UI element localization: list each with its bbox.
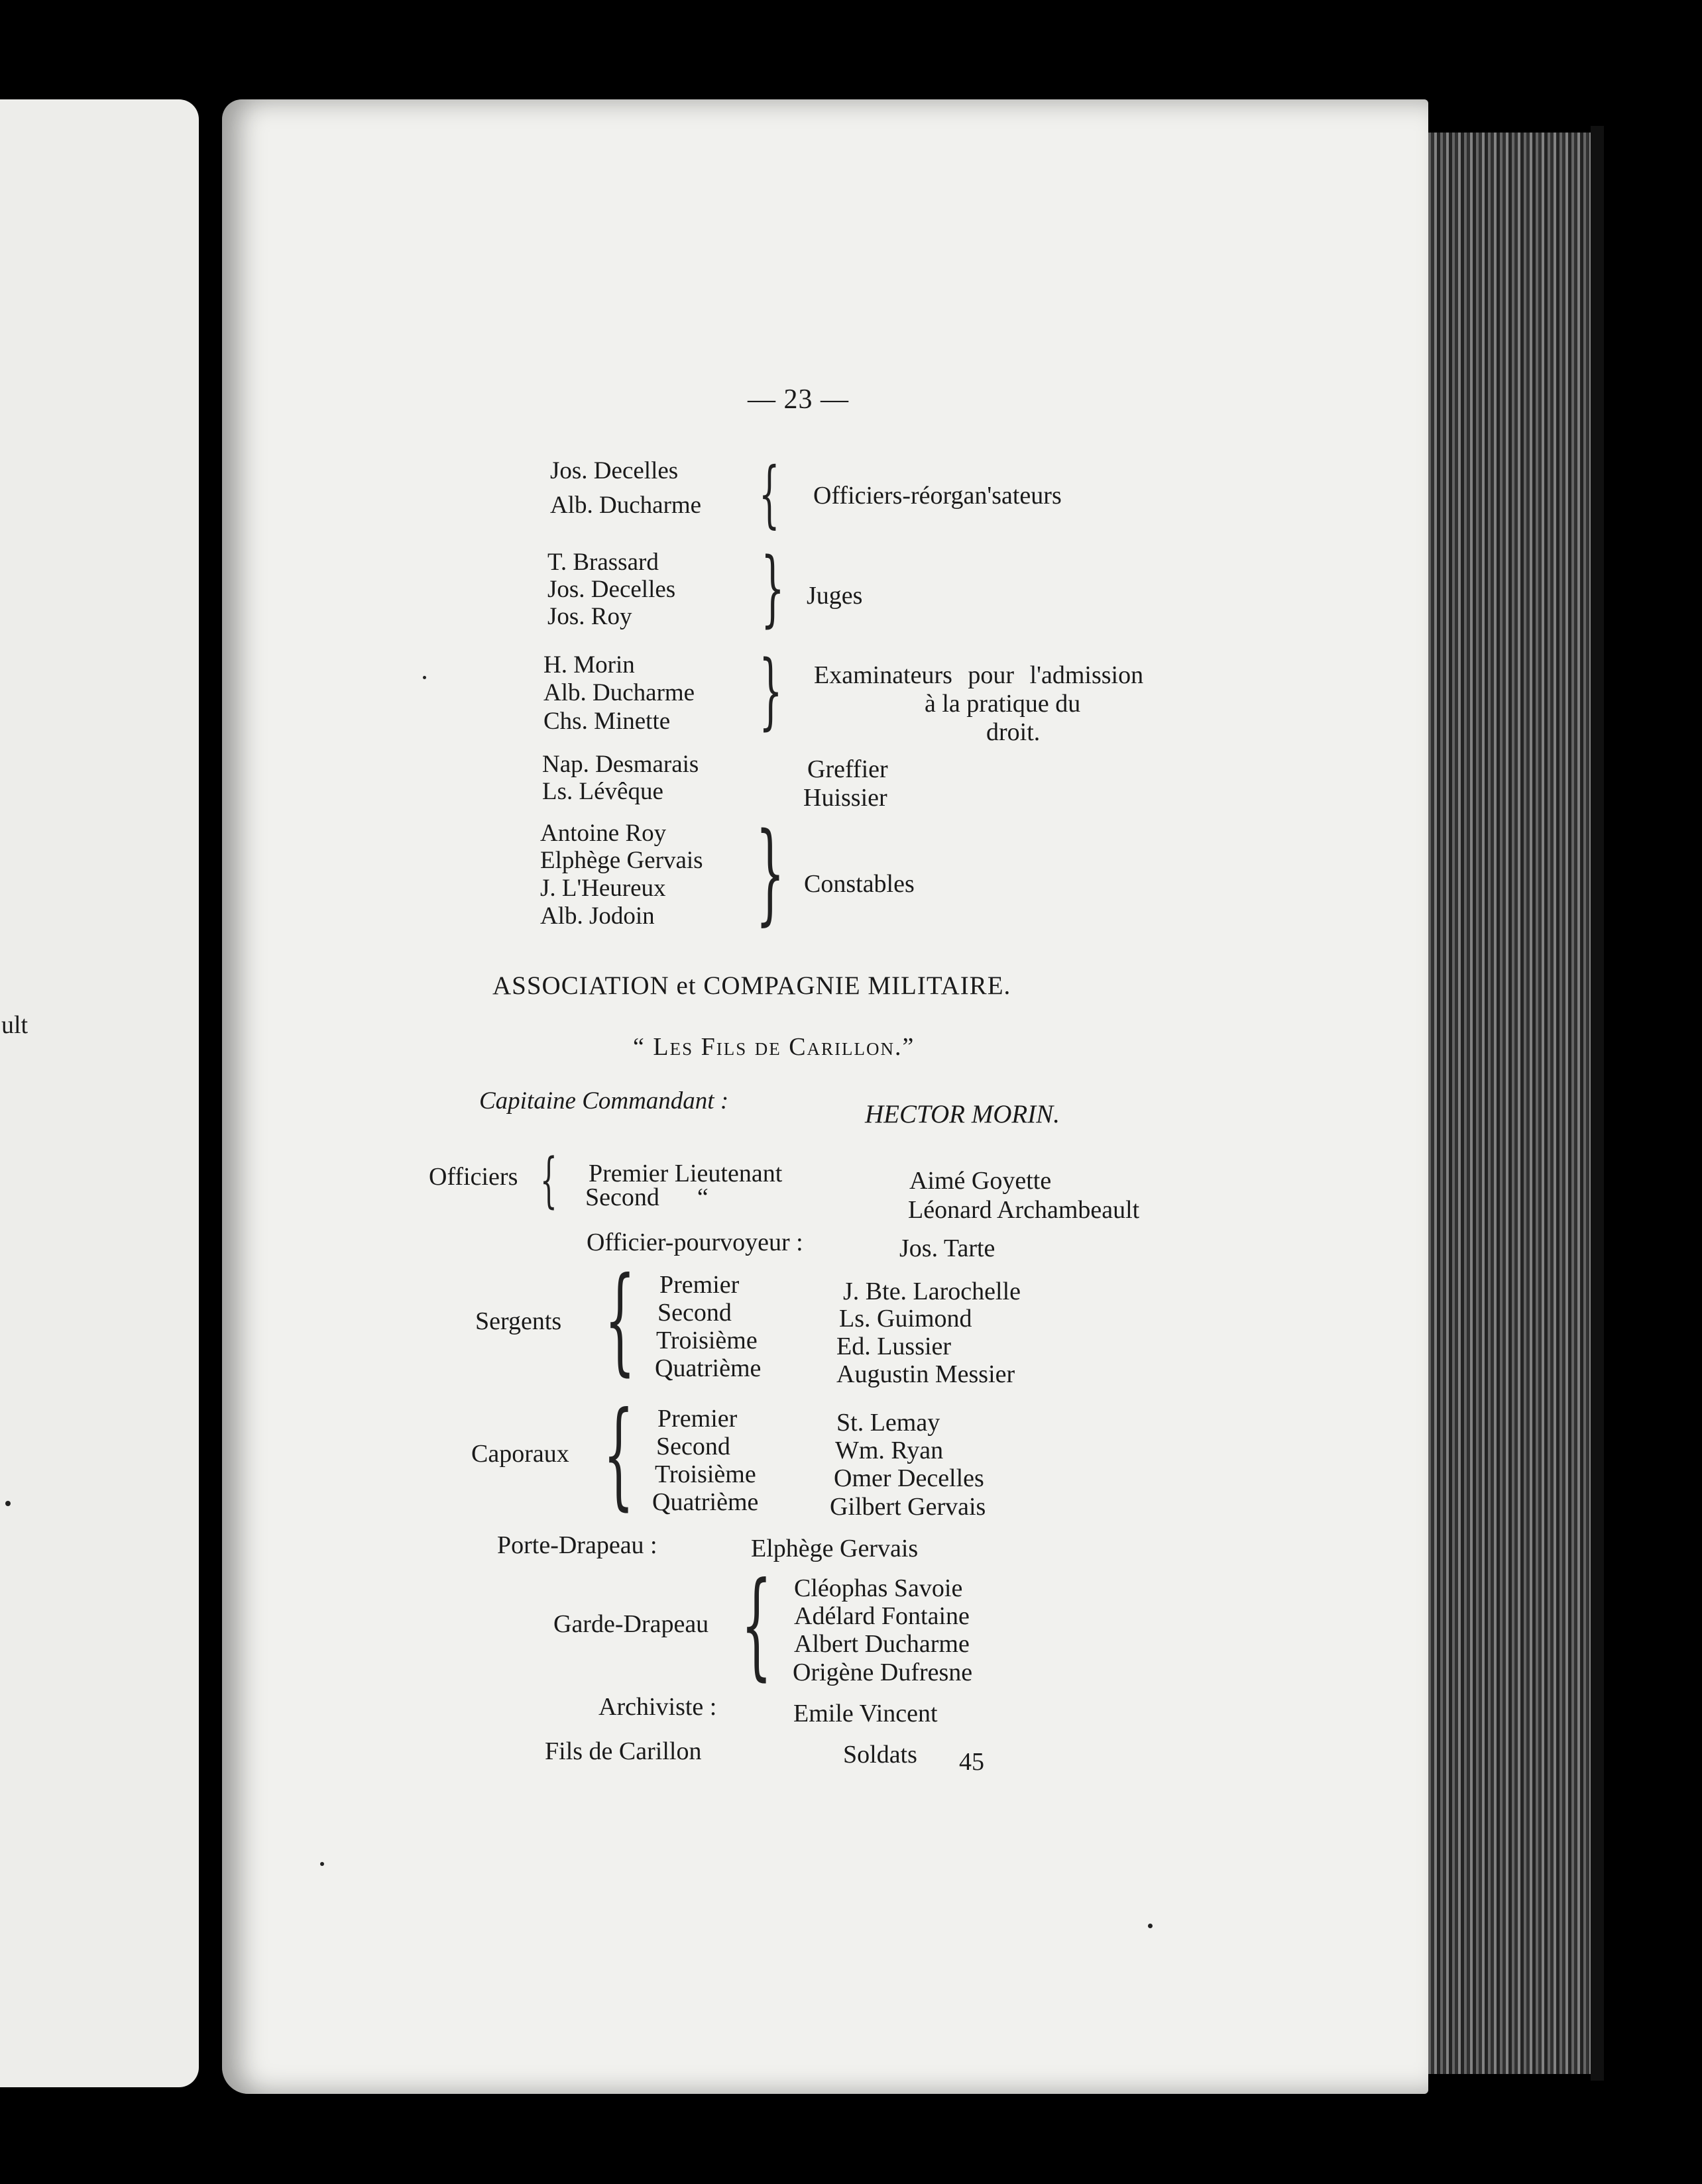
section-subtitle: “ Les Fils de Carillon.” [633, 1033, 915, 1061]
member-name: Wm. Ryan [835, 1437, 944, 1464]
rank-line: Troisième [656, 1327, 758, 1354]
page-block-edge [1425, 133, 1604, 2074]
brace-close: } [759, 643, 783, 739]
facing-page-text-fragment: ult [1, 1011, 28, 1039]
rank-line: Second “ [585, 1183, 709, 1211]
rank-group-label: Garde-Drapeau [553, 1610, 709, 1638]
rank-line: Second [656, 1433, 730, 1460]
rank-group-label: Porte-Drapeau : [497, 1531, 657, 1559]
member-name: J. Bte. Larochelle [843, 1278, 1021, 1305]
role-label: droit. [986, 718, 1041, 746]
member-name: Jos. Tarte [899, 1234, 995, 1262]
captain-label: Capitaine Commandant : [479, 1087, 729, 1115]
rank-line: Soldats [843, 1741, 917, 1769]
name-line: Alb. Ducharme [543, 679, 695, 706]
page-number: — 23 — [748, 384, 849, 415]
paper-speck [423, 676, 426, 679]
rank-line: Second [657, 1299, 732, 1327]
rank-line: Quatrième [652, 1488, 759, 1516]
role-label: Examinateurs pour l'admission [814, 661, 1144, 689]
name-line: Alb. Ducharme [550, 492, 702, 519]
rank-group-label: Sergents [475, 1307, 562, 1335]
member-name: Gilbert Gervais [830, 1493, 986, 1521]
paper-speck [320, 1862, 324, 1866]
role-label: Constables [804, 870, 915, 898]
brace-open: { [741, 1558, 772, 1692]
rank-line: Premier [657, 1405, 738, 1433]
role-label: Juges [807, 582, 863, 610]
rank-group-label: Archiviste : [598, 1693, 717, 1721]
member-name: Origène Dufresne [793, 1659, 973, 1686]
name-line: Jos. Roy [547, 603, 632, 630]
brace-open: { [759, 451, 780, 536]
member-name: Elphège Gervais [751, 1535, 919, 1562]
name-line: Alb. Jodoin [540, 902, 655, 930]
soldier-count: 45 [959, 1748, 984, 1776]
rank-line: Premier [659, 1271, 740, 1299]
member-name: Adélard Fontaine [794, 1602, 970, 1630]
brace-close: } [761, 540, 785, 636]
name-line: T. Brassard [547, 549, 659, 576]
captain-name: HECTOR MORIN. [865, 1100, 1060, 1128]
role-label: Officiers-réorgan'sateurs [813, 482, 1062, 510]
name-line: H. Morin [543, 651, 635, 679]
role-label: Huissier [803, 784, 887, 812]
member-name: Augustin Messier [836, 1360, 1015, 1388]
section-title: ASSOCIATION et COMPAGNIE MILITAIRE. [492, 971, 1011, 1000]
rank-group-label: Fils de Carillon [545, 1737, 702, 1765]
brace-open: { [540, 1146, 557, 1215]
member-name: Aimé Goyette [909, 1167, 1052, 1195]
member-name: Ls. Guimond [839, 1305, 972, 1333]
name-line: Elphège Gervais [540, 847, 703, 874]
name-line: Chs. Minette [543, 708, 671, 735]
name-line: Antoine Roy [540, 820, 667, 847]
brace-open: { [603, 1388, 634, 1522]
rank-line: Troisième [655, 1460, 756, 1488]
name-line: Jos. Decelles [550, 457, 679, 484]
name-line: J. L'Heureux [540, 875, 666, 902]
name-line: Ls. Lévêque [542, 778, 663, 805]
member-name: Emile Vincent [793, 1700, 938, 1727]
rank-group-label: Officiers [429, 1163, 518, 1191]
member-name: Albert Ducharme [794, 1630, 970, 1658]
facing-page-speck [5, 1501, 11, 1506]
name-line: Jos. Decelles [547, 576, 676, 603]
member-name: Cléophas Savoie [794, 1574, 963, 1602]
brace-close: } [756, 809, 785, 936]
rank-group-label: Caporaux [471, 1440, 569, 1468]
rank-line: Quatrième [655, 1354, 762, 1382]
member-name: Léonard Archambeault [908, 1196, 1140, 1224]
brace-open: { [604, 1253, 636, 1388]
member-name: Omer Decelles [834, 1464, 984, 1492]
role-label: à la pratique du [925, 690, 1081, 718]
paper-speck [1148, 1924, 1153, 1928]
name-line: Nap. Desmarais [542, 751, 699, 778]
role-label: Greffier [807, 755, 888, 783]
rank-line: Premier Lieutenant [589, 1160, 783, 1187]
facing-page [0, 99, 199, 2087]
rank-group-label: Officier-pourvoyeur : [587, 1228, 803, 1256]
member-name: Ed. Lussier [836, 1333, 952, 1360]
binding-shadow [1591, 126, 1604, 2081]
member-name: St. Lemay [836, 1409, 940, 1437]
